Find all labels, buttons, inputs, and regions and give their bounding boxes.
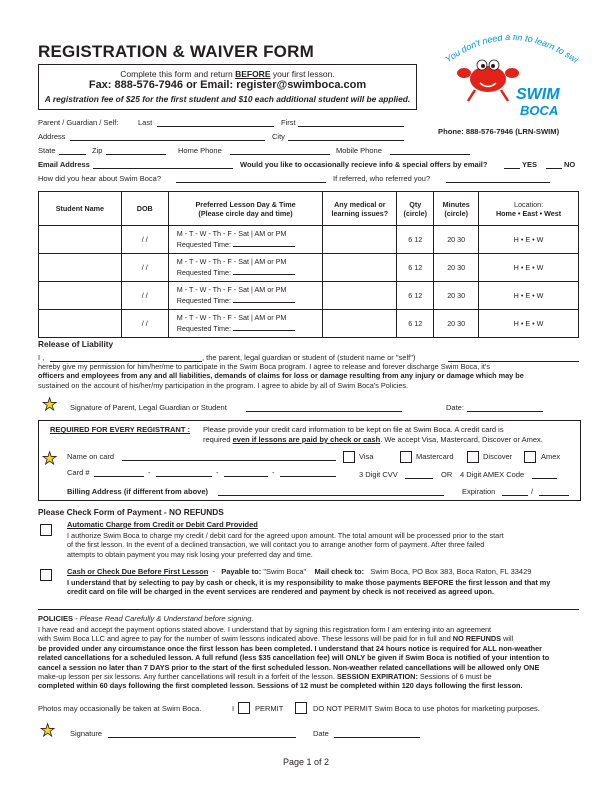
- visa-checkbox[interactable]: [343, 451, 355, 463]
- card-number-field-1[interactable]: [94, 476, 144, 477]
- qty-cell[interactable]: 6 12: [397, 226, 434, 254]
- col-medical: Any medical or learning issues?: [323, 192, 397, 226]
- discover-checkbox[interactable]: [467, 451, 479, 463]
- star-icon: ★: [42, 449, 58, 468]
- offers-question: Would you like to occasionally recieve info & special offers by email?: [240, 160, 488, 169]
- cvv-label: 3 Digit CVV: [359, 470, 398, 479]
- release-text: hereby give my permission for him/her/me to participate in the Swim Boca program. I agree to release and forever discharge Swim Boca, it's officers and employees from any and all liabilities, demands of claims for loss or damage resulting from any injury or damage which may be sustained on the account of his/her/my participation in the program. I agree to abide by all of Swim Boca's Policies.: [38, 362, 524, 390]
- state-label: State: [38, 146, 56, 155]
- auto-charge-title: Automatic Charge from Credit or Debit Card Provided: [67, 520, 258, 529]
- name-on-card-field[interactable]: [122, 460, 336, 461]
- card-number-label: Card #: [67, 468, 90, 477]
- parent-label: Parent / Guardian / Self:: [38, 118, 119, 127]
- release-date-label: Date:: [446, 403, 464, 412]
- card-number-field-3[interactable]: [224, 476, 268, 477]
- table-header-row: [39, 192, 579, 226]
- city-label: City: [272, 132, 285, 141]
- mobile-phone-field[interactable]: [390, 154, 470, 155]
- qty-cell[interactable]: 6 12: [397, 254, 434, 282]
- exp-year-field[interactable]: [539, 495, 569, 496]
- mastercard-checkbox[interactable]: [400, 451, 412, 463]
- no-label: NO: [564, 160, 576, 169]
- location-cell[interactable]: H • E • W: [479, 226, 579, 254]
- or-label: OR: [441, 470, 453, 479]
- exp-month-field[interactable]: [502, 495, 528, 496]
- mobile-phone-label: Mobile Phone: [336, 146, 382, 155]
- policies-text: I have read and accept the payment options stated above. I understand that by signing this registration form I am entering into an agreement with Swim Boca LLC and agree to pay for the number of swim lessons indicated above. These lessons will be paid for in full and NO REFUNDS will be provided under any circumstance once the first lesson has been completed. I understand that 24 hours notice is required for ALL non-weather related cancellations for a scheduled lesson. A full refund (less $35 cancellation fee) will ONLY be given if Swim Boca is notified of your intention to cancel a session no later than 7 DAYS prior to the start of the first scheduled lesson. Non-weather related cancellations will be allowed only ONE make-up lesson per six lessons. Any further cancellations will result in a forfeit of the lesson. SESSION EXPIRATION: Sessions of 6 must be completed within 60 days following the first completed lesson. Sessions of 12 must be completed within 120 days following the first lesson.: [38, 625, 550, 691]
- parent-row: [38, 118, 118, 127]
- home-phone-label: Home Phone: [178, 146, 222, 155]
- fee-note: A registration fee of $25 for the first student and $10 each additional student will be applied.: [44, 94, 411, 104]
- star-icon: ★: [42, 395, 58, 414]
- svg-text:You don't need a fin to learn: [440, 35, 580, 65]
- col-minutes: Minutes (circle): [434, 192, 479, 226]
- referred-label: If referred, who referred you?: [333, 174, 431, 183]
- cash-check-checkbox[interactable]: [40, 569, 52, 581]
- card-number-field-2[interactable]: [156, 476, 212, 477]
- form-title: REGISTRATION & WAIVER FORM: [38, 42, 314, 61]
- photos-label: Photos may occasionally be taken at Swim Boca.: [38, 704, 202, 713]
- slash: /: [531, 487, 534, 496]
- card-number-field-4[interactable]: [280, 476, 336, 477]
- dash: -: [148, 468, 151, 477]
- col-qty: Qty (circle): [397, 192, 434, 226]
- zip-field[interactable]: [106, 154, 166, 155]
- release-heading: Release of Liability: [38, 339, 114, 349]
- no-permit-checkbox[interactable]: [295, 702, 307, 714]
- col-preferred: Preferred Lesson Day & Time (Please circle day and time): [168, 192, 323, 226]
- dob-cell[interactable]: / /: [121, 254, 168, 282]
- swim-boca-logo: [440, 35, 580, 125]
- yes-field[interactable]: [504, 168, 520, 169]
- release-i: I ,: [38, 353, 45, 362]
- referred-field[interactable]: [446, 182, 550, 183]
- permit-i: I: [232, 704, 235, 713]
- payment-heading: Please Check Form of Payment - NO REFUNDS: [38, 507, 224, 517]
- no-permit-label: DO NOT PERMIT Swim Boca to use photos for marketing purposes.: [313, 704, 540, 713]
- last-label: Last: [138, 118, 153, 127]
- page-number: Page 1 of 2: [282, 757, 330, 767]
- first-name-field[interactable]: [298, 126, 404, 127]
- table-row: [39, 282, 579, 310]
- policies-signature-field[interactable]: [108, 737, 296, 738]
- email-field[interactable]: [93, 168, 233, 169]
- medical-cell[interactable]: [323, 226, 397, 254]
- medical-cell[interactable]: [323, 282, 397, 310]
- student-name-cell[interactable]: [39, 282, 122, 310]
- home-phone-field[interactable]: [230, 154, 330, 155]
- logo-phone: Phone: 888-576-7946 (LRN-SWIM): [438, 127, 560, 136]
- amex-label: Amex: [541, 452, 561, 461]
- yes-label: YES: [522, 160, 538, 169]
- location-cell[interactable]: H • E • W: [479, 310, 579, 338]
- medical-cell[interactable]: [323, 254, 397, 282]
- credit-text1: Please provide your credit card information to be kept on file at Swim Boca. A credit card is: [203, 425, 504, 434]
- intro-line: Complete this form and return BEFORE your first lesson.: [120, 69, 335, 79]
- minutes-cell[interactable]: 20 30: [434, 282, 479, 310]
- email-label: Email Address: [38, 160, 90, 169]
- heard-label: How did you hear about Swim Boca?: [38, 174, 161, 183]
- star-icon: ★: [40, 721, 56, 740]
- col-location: Location: Home • East • West: [479, 192, 579, 226]
- policies-signature-label: Signature: [70, 729, 103, 738]
- preferred-cell[interactable]: M - T - W - Th - F - Sat | AM or PM Requested Time:: [168, 282, 323, 310]
- contact-line: Fax: 888-576-7946 or Email: register@swimboca.com: [88, 79, 367, 91]
- expiration-label: Expiration: [462, 487, 496, 496]
- dob-cell[interactable]: / /: [121, 310, 168, 338]
- dash: -: [272, 468, 275, 477]
- policies-date-field[interactable]: [334, 737, 420, 738]
- minutes-cell[interactable]: 20 30: [434, 254, 479, 282]
- table-row: [39, 310, 579, 338]
- location-sub: Home • East • West: [495, 208, 562, 218]
- qty-cell[interactable]: 6 12: [397, 282, 434, 310]
- location-cell[interactable]: H • E • W: [479, 282, 579, 310]
- zip-label: Zip: [92, 146, 103, 155]
- table-row: [39, 226, 579, 254]
- discover-label: Discover: [483, 452, 513, 461]
- first-label: First: [281, 118, 296, 127]
- last-name-field[interactable]: [157, 126, 274, 127]
- dash: -: [216, 468, 219, 477]
- policies-heading: POLICIES - Please Read Carefully & Understand before signing.: [38, 614, 254, 623]
- logo-brand-1: SWIM: [516, 86, 560, 103]
- cash-check-line: Cash or Check Due Before First Lesson - Payable to: "Swim Boca" Mail check to: Swim Boca, PO Box 383, Boca Raton, FL 33429: [67, 567, 532, 576]
- student-name-cell[interactable]: [39, 254, 122, 282]
- release-signature-label: Signature of Parent, Legal Guardian or Student: [70, 403, 227, 412]
- dob-cell[interactable]: / /: [121, 282, 168, 310]
- billing-field[interactable]: [218, 495, 444, 496]
- cash-check-text: I understand that by selecting to pay by cash or check, it is my responsibility to make those payments BEFORE the first lesson and that my credit card on file will be charged in the event services are rendered and payment by check is not received as agreed upon.: [67, 578, 551, 597]
- minutes-cell[interactable]: 20 30: [434, 226, 479, 254]
- table-row: [39, 254, 579, 282]
- dob-cell[interactable]: / /: [121, 226, 168, 254]
- auto-charge-checkbox[interactable]: [40, 524, 52, 536]
- release-date-field[interactable]: [467, 411, 543, 412]
- col-dob: DOB: [121, 192, 168, 226]
- policies-date-label: Date: [313, 729, 329, 738]
- name-on-card-label: Name on card: [67, 452, 115, 461]
- preferred-cell[interactable]: M - T - W - Th - F - Sat | AM or PM Requested Time:: [168, 310, 323, 338]
- intro-box: [38, 64, 417, 110]
- mastercard-label: Mastercard: [416, 452, 454, 461]
- preferred-cell[interactable]: M - T - W - Th - F - Sat | AM or PM Requested Time:: [168, 226, 323, 254]
- divider: [38, 609, 579, 610]
- minutes-cell[interactable]: 20 30: [434, 310, 479, 338]
- amex-code-label: 4 Digit AMEX Code: [460, 470, 525, 479]
- no-field[interactable]: [546, 168, 562, 169]
- medical-cell[interactable]: [323, 310, 397, 338]
- logo-tagline: You don't need a fin to learn to swi: [443, 35, 580, 65]
- student-table: [38, 191, 579, 338]
- auto-charge-text: I authorize Swim Boca to charge my credit / debit card for the agreed upon amount. The total amount will be processed prior to the start of the first lesson. In the event of a declined transaction, we will contact you to arrange another form of payment. After three failed attempts to obtain payment you may risk losing your preferred day and time.: [67, 531, 504, 559]
- address-field[interactable]: [70, 140, 265, 141]
- qty-cell[interactable]: 6 12: [397, 310, 434, 338]
- student-name-cell[interactable]: [39, 226, 122, 254]
- credit-heading: REQUIRED FOR EVERY REGISTRANT :: [50, 425, 191, 434]
- release-signature-field[interactable]: [246, 411, 402, 412]
- amex-code-field[interactable]: [532, 478, 557, 479]
- col-student-name: Student Name: [39, 192, 122, 226]
- logo-brand-2: BOCA: [520, 103, 559, 118]
- permit-checkbox[interactable]: [238, 702, 250, 714]
- credit-text2: required even if lessons are paid by check or cash. We accept Visa, Mastercard, Discover or Amex.: [203, 435, 543, 444]
- location-cell[interactable]: H • E • W: [479, 254, 579, 282]
- state-field[interactable]: [59, 154, 86, 155]
- billing-label: Billing Address (if different from above): [67, 487, 208, 496]
- amex-checkbox[interactable]: [524, 451, 536, 463]
- cvv-field[interactable]: [405, 478, 433, 479]
- visa-label: Visa: [359, 452, 374, 461]
- city-field[interactable]: [288, 140, 404, 141]
- release-mid: , the parent, legal guardian or student of (student name or "self"): [202, 353, 416, 362]
- permit-label: PERMIT: [255, 704, 284, 713]
- preferred-cell[interactable]: M - T - W - Th - F - Sat | AM or PM Requested Time:: [168, 254, 323, 282]
- address-label: Address: [38, 132, 66, 141]
- heard-field[interactable]: [176, 182, 326, 183]
- student-name-cell[interactable]: [39, 310, 122, 338]
